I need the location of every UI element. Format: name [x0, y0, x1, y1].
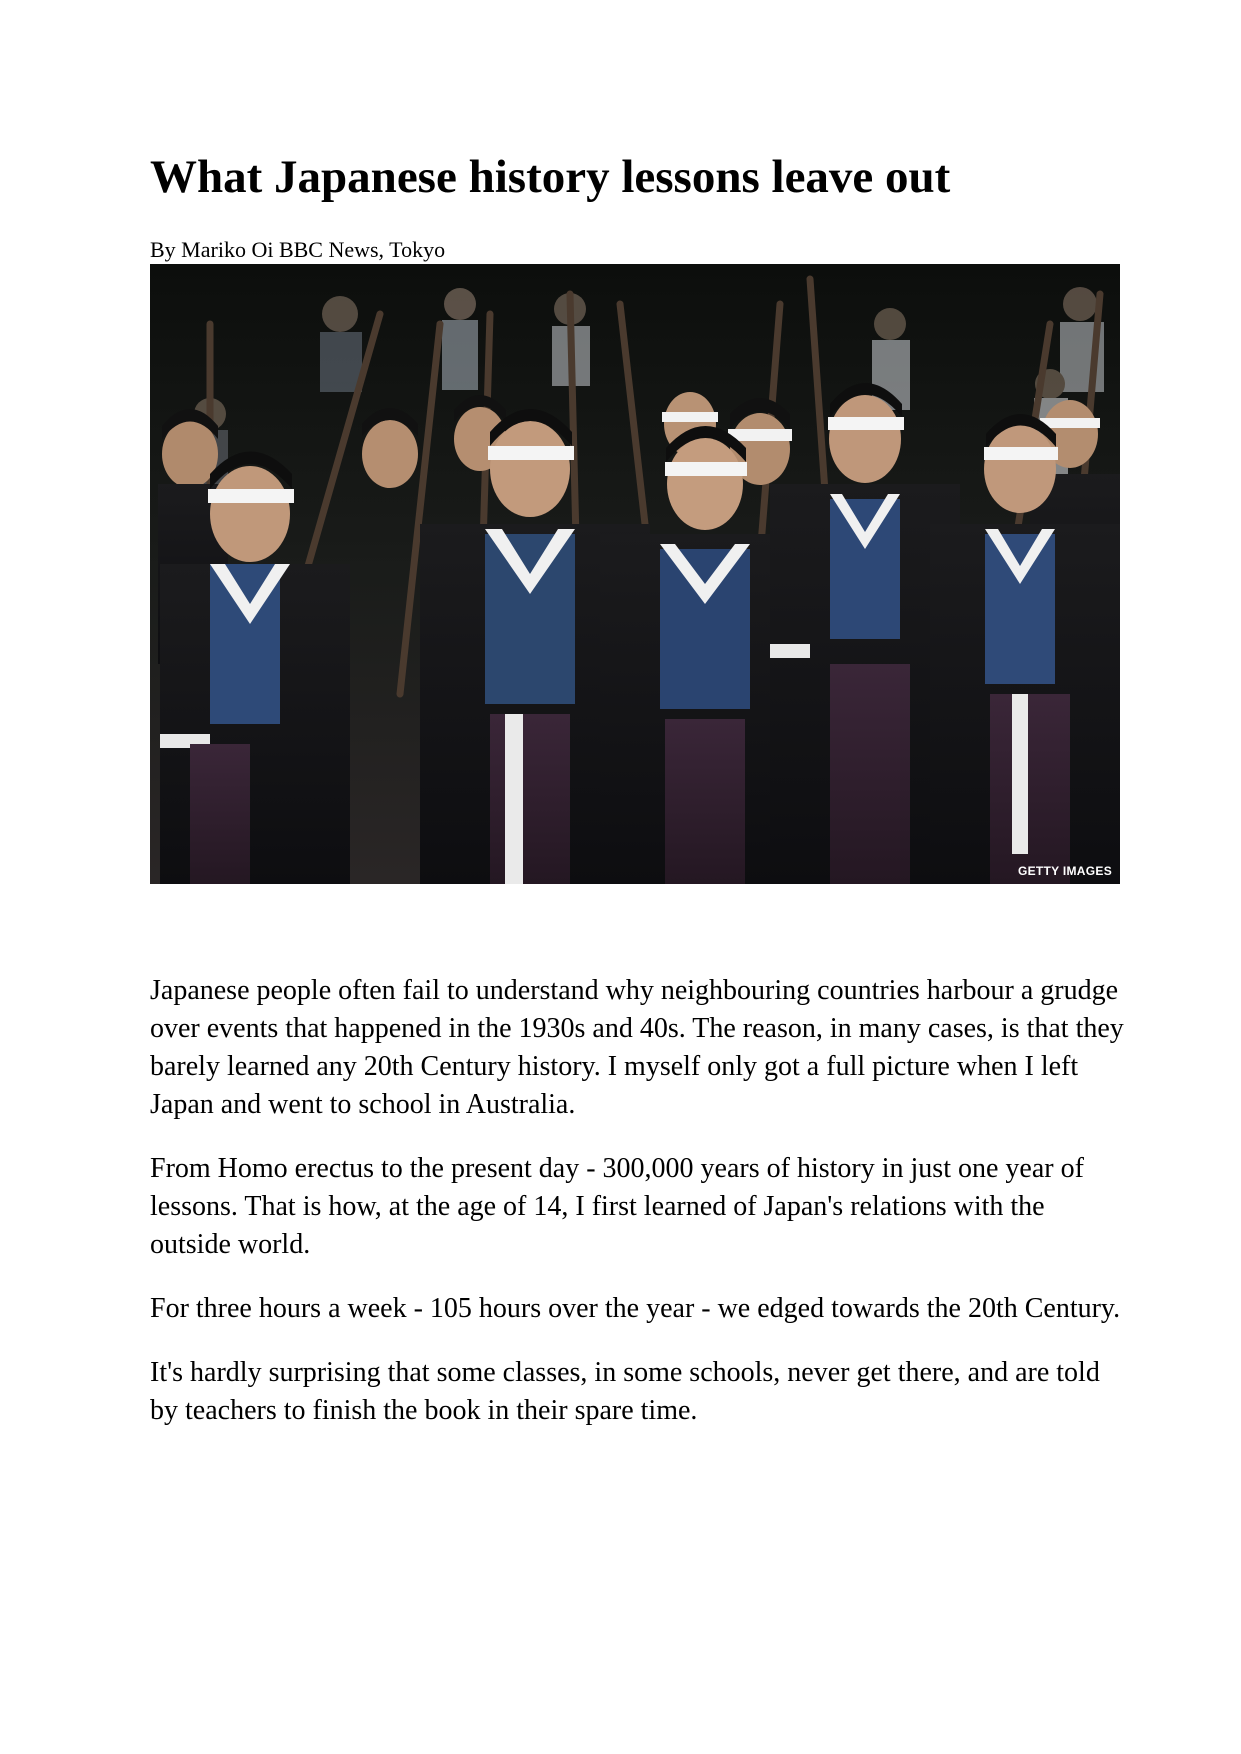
- article-body: [150, 972, 1130, 1456]
- photo-credit: GETTY IMAGES: [1017, 864, 1112, 878]
- article-byline: By Mariko Oi BBC News, Tokyo: [150, 237, 446, 262]
- article-headline: What Japanese history lessons leave out: [150, 151, 951, 203]
- marching-students-illustration: [150, 264, 1120, 884]
- article-photo: [150, 264, 1120, 884]
- paragraph: Japanese people often fail to understand why neighbouring countries harbour a grudge over events that happened in the 1930s and 40s. The reason, in many cases, is that they barely learned any 20th Century history. I myself only got a full picture when I left Japan and went to school in Australia.: [150, 975, 1124, 1120]
- paragraph: From Homo erectus to the present day - 300,000 years of history in just one year of lessons. That is how, at the age of 14, I first learned of Japan's relations with the outside world.: [150, 1153, 1084, 1260]
- paragraph: It's hardly surprising that some classes, in some schools, never get there, and are told by teachers to finish the book in their spare time.: [150, 1357, 1100, 1426]
- paragraph: For three hours a week - 105 hours over the year - we edged towards the 20th Century.: [150, 1293, 1121, 1324]
